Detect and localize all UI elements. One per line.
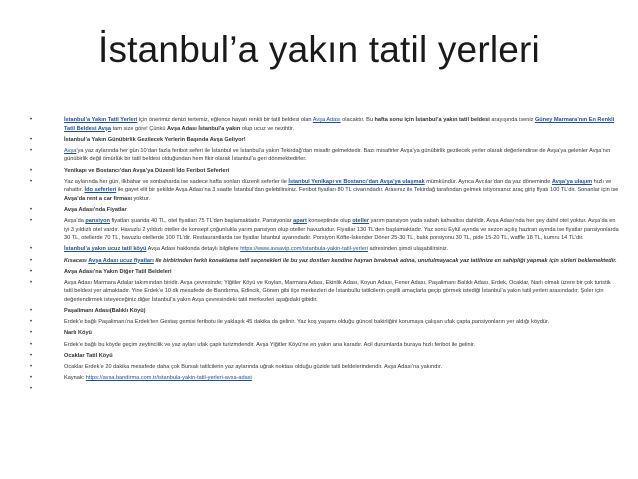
text-run: Avşa’da rent a car firması — [64, 195, 132, 202]
text-run: Yaz aylarında her gün, ilkbahar ve sonbaharda ise sadece hafta sonları düzenli seferler ile — [64, 178, 289, 185]
text-link[interactable]: pansiyon — [85, 218, 110, 225]
text-run: fiyatları şuanda 40 TL, otel fiyatları 75 TL’den başlamaktadır. Pansiyonlar — [109, 218, 294, 225]
bullet-item — [30, 167, 620, 176]
text-run: mümkündür. Ayrıca Avcılar’dan da yaz döneminde — [424, 178, 552, 185]
bullet-dot-icon: • — [30, 341, 33, 348]
bullet-list — [30, 116, 620, 393]
bullet-dot-icon: • — [30, 330, 33, 337]
bullet-dot-icon: • — [30, 364, 33, 370]
text-link[interactable]: Avşa Adası — [312, 117, 341, 123]
text-run: hızlı ve rahattır. — [64, 178, 612, 194]
text-run: ile gayet elit bir şekilde Avşa Adası’na 3 saatte İstanbul’dan gelebilirsiniz. Feribot fiyatları 80 TL civarındadır. Arasınız ile Tekirdağ tarafından gelmek istiyorsanız araç giriş fiyatı 100 TL’dir. Sonanlar için ise — [116, 187, 619, 194]
text-run: Kaynak: — [64, 375, 86, 382]
text-run: Avşa Adası Marmara Adalar takımından biridir. Avşa çevresinde; Yiğitler Köyü ve Koylan, Marmara Adası, Ekinlik Adası, Koyun Adası, Fener Adası, Paşalimanı Balıklı Adası, Erdek, Ocaklar, Narlı olmak üzere bir çok turistik tatil beldesi yer almaktadır. Yine Erdek’e 10 dk mesafede de Bandırma, Edincik, Gönen gibi ilçe merkezleri de İstanbullu tatilcilerin çeşitli amaçlarla geçip görmek istediği İstanbul’a yakın tatil yerleri arasındadır. Şoler için değerlendirmek isteyeceğiniz diğer İstanbul’a yakın Avşa çevresindeki tatil merkezleri aşağıdaki gibidir. — [64, 279, 611, 303]
bullet-dot-icon: • — [30, 352, 33, 359]
bullet-dot-icon: • — [30, 206, 33, 213]
text-link[interactable]: Avşa — [64, 147, 77, 154]
bullet-dot-icon: • — [30, 167, 33, 174]
text-run: arayışında iseniz — [489, 117, 535, 123]
bullet-item — [30, 341, 620, 350]
bullet-dot-icon: • — [30, 178, 33, 185]
bullet-item — [30, 374, 620, 383]
bullet-dot-icon: • — [30, 279, 33, 286]
bullet-item — [30, 268, 620, 277]
bullet-item — [30, 116, 620, 133]
text-run: tam size göre! Çünkü — [111, 125, 168, 132]
bullet-item — [30, 136, 620, 145]
text-run: Narlı Köyü — [64, 330, 92, 337]
text-run: Erdek’e bağlı bu köyde geçim zeytincilik ve yaz ayları ufak çaplı turizmdendir. Avşa Yiğitler Köyü’ne en yakın ana karadır. Acil durumlarda buraya hızlı feribot ile gelinir. — [64, 341, 475, 348]
bullet-dot-icon: • — [30, 268, 33, 275]
text-link[interactable]: İstanbul Yenikapı ve Bostancı’dan Avşa’ya ulaşmak — [288, 178, 425, 185]
bullet-item — [30, 257, 620, 266]
bullet-item — [30, 217, 620, 243]
text-run: ’ya yaz aylarında her gün 10’dan fazla feribot seferi ile İstanbul ve İstanbul’a yakın Tekirdağ’dan misafir gelmektedir. Bazı misafirler Avşa’ya günübirlik gezilecek yerler olarak değerlendirse de Avşa’ya gelenler Avşa’nın günübirlik değil ömürlük bir tatil beldesi olduğundan hem fikir olarak İstanbul’a geri dönmektedirler. — [64, 147, 611, 163]
bullet-dot-icon: • — [30, 257, 33, 264]
text-run: hafta sonu için İstanbul’a yakın tatil beldesi — [374, 117, 490, 123]
bullet-dot-icon: • — [30, 386, 33, 393]
bullet-item — [30, 206, 620, 215]
text-run: Ocaklar Erdek’e 20 dakika mesafede daha çok Bursalı tatilcilerin yaz aylarında uğrak noktası olduğu güzide tatil beldelerindendir. Avşa Adası’na yakındır. — [64, 364, 443, 370]
text-link[interactable]: Güney Marmara’nın En Renkli Tatil Beldesi Avşa — [64, 117, 615, 132]
bullet-item — [30, 245, 620, 254]
bullet-dot-icon: • — [30, 117, 33, 123]
bullet-item — [30, 307, 620, 316]
bullet-dot-icon: • — [30, 246, 33, 253]
bullet-dot-icon: • — [30, 375, 33, 382]
bullet-dot-icon: • — [30, 136, 33, 143]
bullet-item — [30, 352, 620, 361]
bullet-dot-icon: • — [30, 308, 33, 315]
text-run: Paşalimanı Adası(Balıklı Köyü) — [64, 308, 146, 315]
text-link[interactable]: https://www.avsavip.com/istanbula-yakin-tatil-yerleri — [240, 246, 368, 253]
text-run: yoktur. — [131, 195, 150, 202]
bullet-item — [30, 329, 620, 338]
bullet-item — [30, 147, 620, 164]
bullet-dot-icon: • — [30, 218, 33, 225]
text-link[interactable]: Avşa’ya ulaşım — [551, 178, 593, 185]
bullet-item — [30, 279, 620, 305]
text-run: olacaktır. Bu — [340, 117, 375, 123]
text-run: olup ucuz ve nezihtir. — [240, 125, 295, 132]
text-link[interactable]: İstanbul’a Yakın Tatil Yerleri — [64, 117, 138, 123]
text-run: Avşa Adası’na Yakın Diğer Tatil Beldeleri — [64, 268, 172, 275]
text-run: Avşa’da — [64, 218, 86, 225]
text-run: Avşa Adası İstanbul’a yakın — [167, 125, 241, 132]
text-run: Kısacası — [64, 257, 89, 264]
text-run: İstanbul’a Yakın Günübirlik Gezilecek Yerlerin Başında Avşa Geliyor! — [64, 136, 246, 143]
text-run: Yenikapı ve Bostancı’dan Avşa’ya Düzenli İdo Feribot Seferleri — [64, 167, 230, 174]
text-run: için önerimiz denizi tertemiz, eğlence hayatı renkli bir tatil beldesi olan — [137, 117, 313, 123]
text-link[interactable]: Avşa Adası ucuz fiyatları — [88, 257, 154, 264]
text-link[interactable]: oteller — [352, 218, 370, 225]
text-link[interactable]: apart — [293, 218, 307, 225]
text-link[interactable]: https://avsa.bandirma.com.tr/istanbula-yakin-tatil-yerleri-avsa-adasi — [85, 375, 252, 382]
text-run: Avşa Adası’nda Fiyatlar — [64, 206, 127, 213]
bullet-dot-icon: • — [30, 319, 33, 326]
text-run: konseptinde olup — [306, 218, 353, 225]
text-run: ile birbirinden farklı konaklama tatil seçenekleri ile bu yaz dostları kendine hayran bırakmak adına, unutulmayacak yaz tatilinize en sahipliği yapmak için sizleri beklemektedir. — [153, 257, 617, 264]
bullet-item — [30, 178, 620, 204]
text-run: adresinden şimdi ulaşabilirsiniz. — [367, 246, 449, 253]
text-link[interactable]: İstanbul’a yakın ucuz tatil köyü — [64, 246, 147, 253]
text-run: yarım pansiyon yada sabah kahvaltısı dahildir. Avşa Adası’nda her şey dahil otel yoktur. Avşa’da en iyi 3 yıldızlı otel vardır. Havuzlu 2 yıldızlı oteller de konsept çoğunlukla yarım pansiyon olup oteller havuzludur. Fiyatlar 130 TL’den başlamaktadır. Yaz sonu Eylül ayında ve sezon açılış haziran ayında ise fiyatlar pansiyonlarda 30 TL, otellerde 70 TL, havuzlu otellerde 100 TL’dir. Restaurantlarda ise fiyatlar İstanbul ayarındadır. Porsiyon Köfte-İskender Döner 25-30 TL, balık porsiyonu 30 TL, pide 15-20 TL, waffle 18 TL, kumru 14 TL’dir. — [64, 218, 619, 242]
text-run: Erdek’e bağlı Paşalimanı’na Erdek’ten Gestaş gemisi feribotu ile yaklaşık 45 dakika da gelinir. Yaz koş yaşamı olduğu güncel bakirliğini korumaya çalışan ufak çapta pansiyonların yer aldığı köydür. — [64, 319, 550, 326]
text-run: Avşa Adası hakkında detaylı bilgilere — [146, 246, 241, 253]
slide-title: İstanbul’a yakın tatil yerleri — [98, 29, 540, 70]
text-run: Ocaklar Tatil Köyü — [64, 352, 113, 359]
bullet-item — [30, 318, 620, 327]
bullet-dot-icon: • — [30, 147, 33, 154]
text-link[interactable]: İdo seferleri — [84, 187, 117, 194]
bullet-item — [30, 363, 620, 372]
